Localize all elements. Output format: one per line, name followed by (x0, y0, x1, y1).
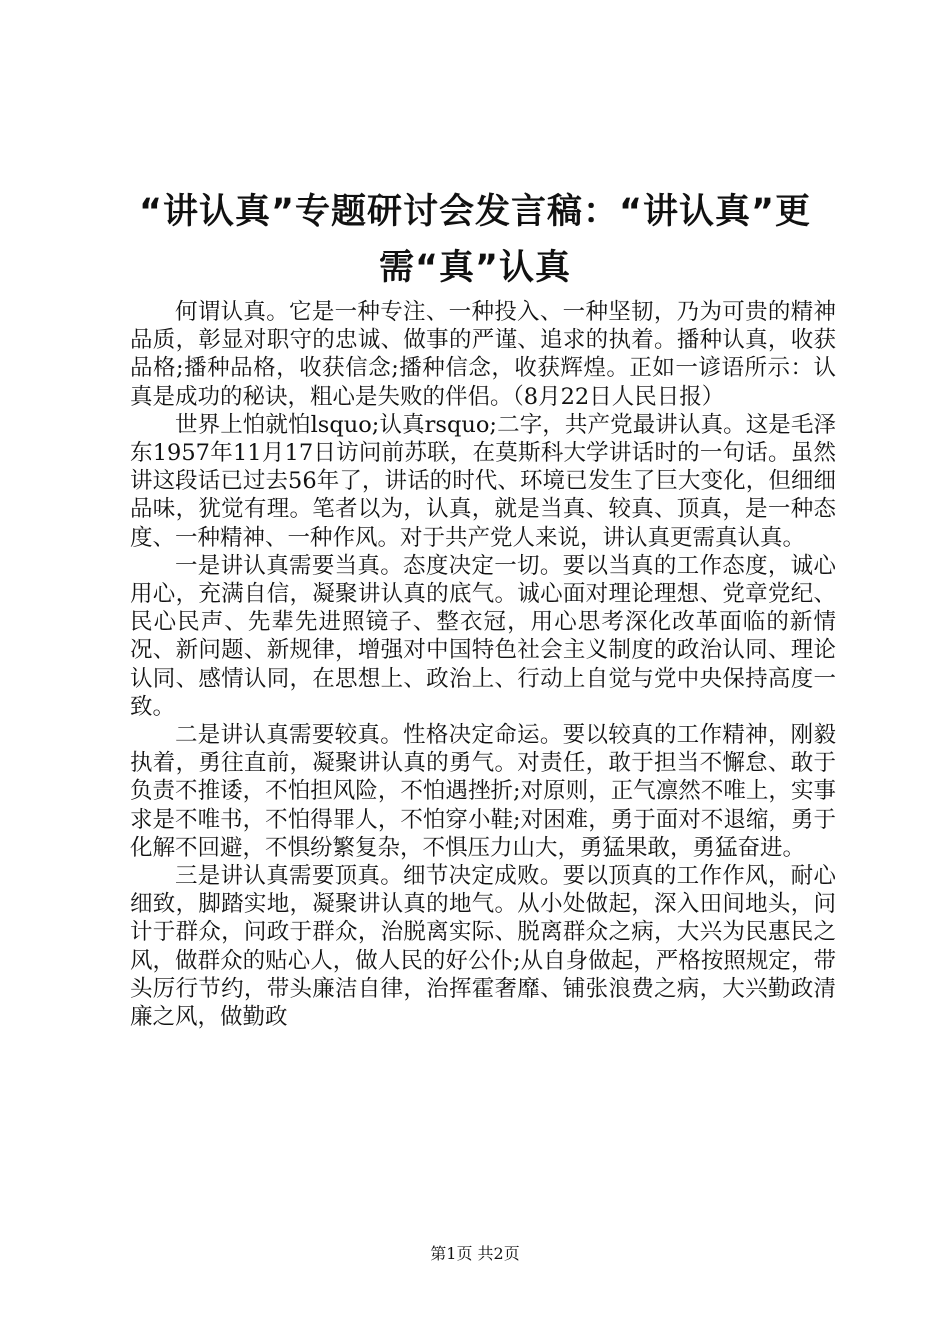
paragraph-5: 三是讲认真需要顶真。细节决定成败。要以顶真的工作作风，耐心细致，脚踏实地，凝聚讲认真的地气。从小处做起，深入田间地头，问计于群众，问政于群众，治脱离实际、脱离群众之病，大兴为民惠民之风，做群众的贴心人，做人民的好公仆;从自身做起，严格按照规定，带头厉行节约，带头廉洁自律，治挥霍奢靡、铺张浪费之病，大兴勤政清廉之风，做勤政 (130, 863, 836, 1031)
document-title: “讲认真”专题研讨会发言稿：“讲认真”更需“真”认真 (138, 192, 811, 288)
paragraph-4: 二是讲认真需要较真。性格决定命运。要以较真的工作精神，刚毅执着，勇往直前，凝聚讲认真的勇气。对责任，敢于担当不懈怠、敢于负责不推诿，不怕担风险，不怕遇挫折;对原则，正气凛然不唯上，实事求是不唯书，不怕得罪人，不怕穿小鞋;对困难，勇于面对不退缩，勇于化解不回避，不惧纷繁复杂，不惧压力山大，勇猛果敢，勇猛奋进。 (130, 722, 836, 861)
paragraph-3: 一是讲认真需要当真。态度决定一切。要以当真的工作态度，诚心用心，充满自信，凝聚讲认真的底气。诚心面对理论理想、党章党纪、民心民声、先辈先进照镜子、整衣冠，用心思考深化改革面临的新情况、新问题、新规律，增强对中国特色社会主义制度的政治认同、理论认同、感情认同，在思想上、政治上、行动上自觉与党中央保持高度一致。 (130, 552, 836, 720)
paragraph-1: 何谓认真。它是一种专注、一种投入、一种坚韧，乃为可贵的精神品质，彰显对职守的忠诚、做事的严谨、追求的执着。播种认真，收获品格;播种品格，收获信念;播种信念，收获辉煌。正如一谚语所示：认真是成功的秘诀，粗心是失败的伴侣。（8月22日人民日报） (130, 299, 836, 410)
document-body (130, 298, 836, 1031)
page-number-footer: 第1页 共2页 (430, 1244, 520, 1263)
paragraph-2: 世界上怕就怕lsquo;认真rsquo;二字，共产党最讲认真。这是毛泽东1957年11月17日访问前苏联，在莫斯科大学讲话时的一句话。虽然讲这段话已过去56年了，讲话的时代、环境已发生了巨大变化，但细细品味，犹觉有理。笔者以为，认真，就是当真、较真、顶真，是一种态度、一种精神、一种作风。对于共产党人来说，讲认真更需真认真。 (130, 411, 836, 551)
